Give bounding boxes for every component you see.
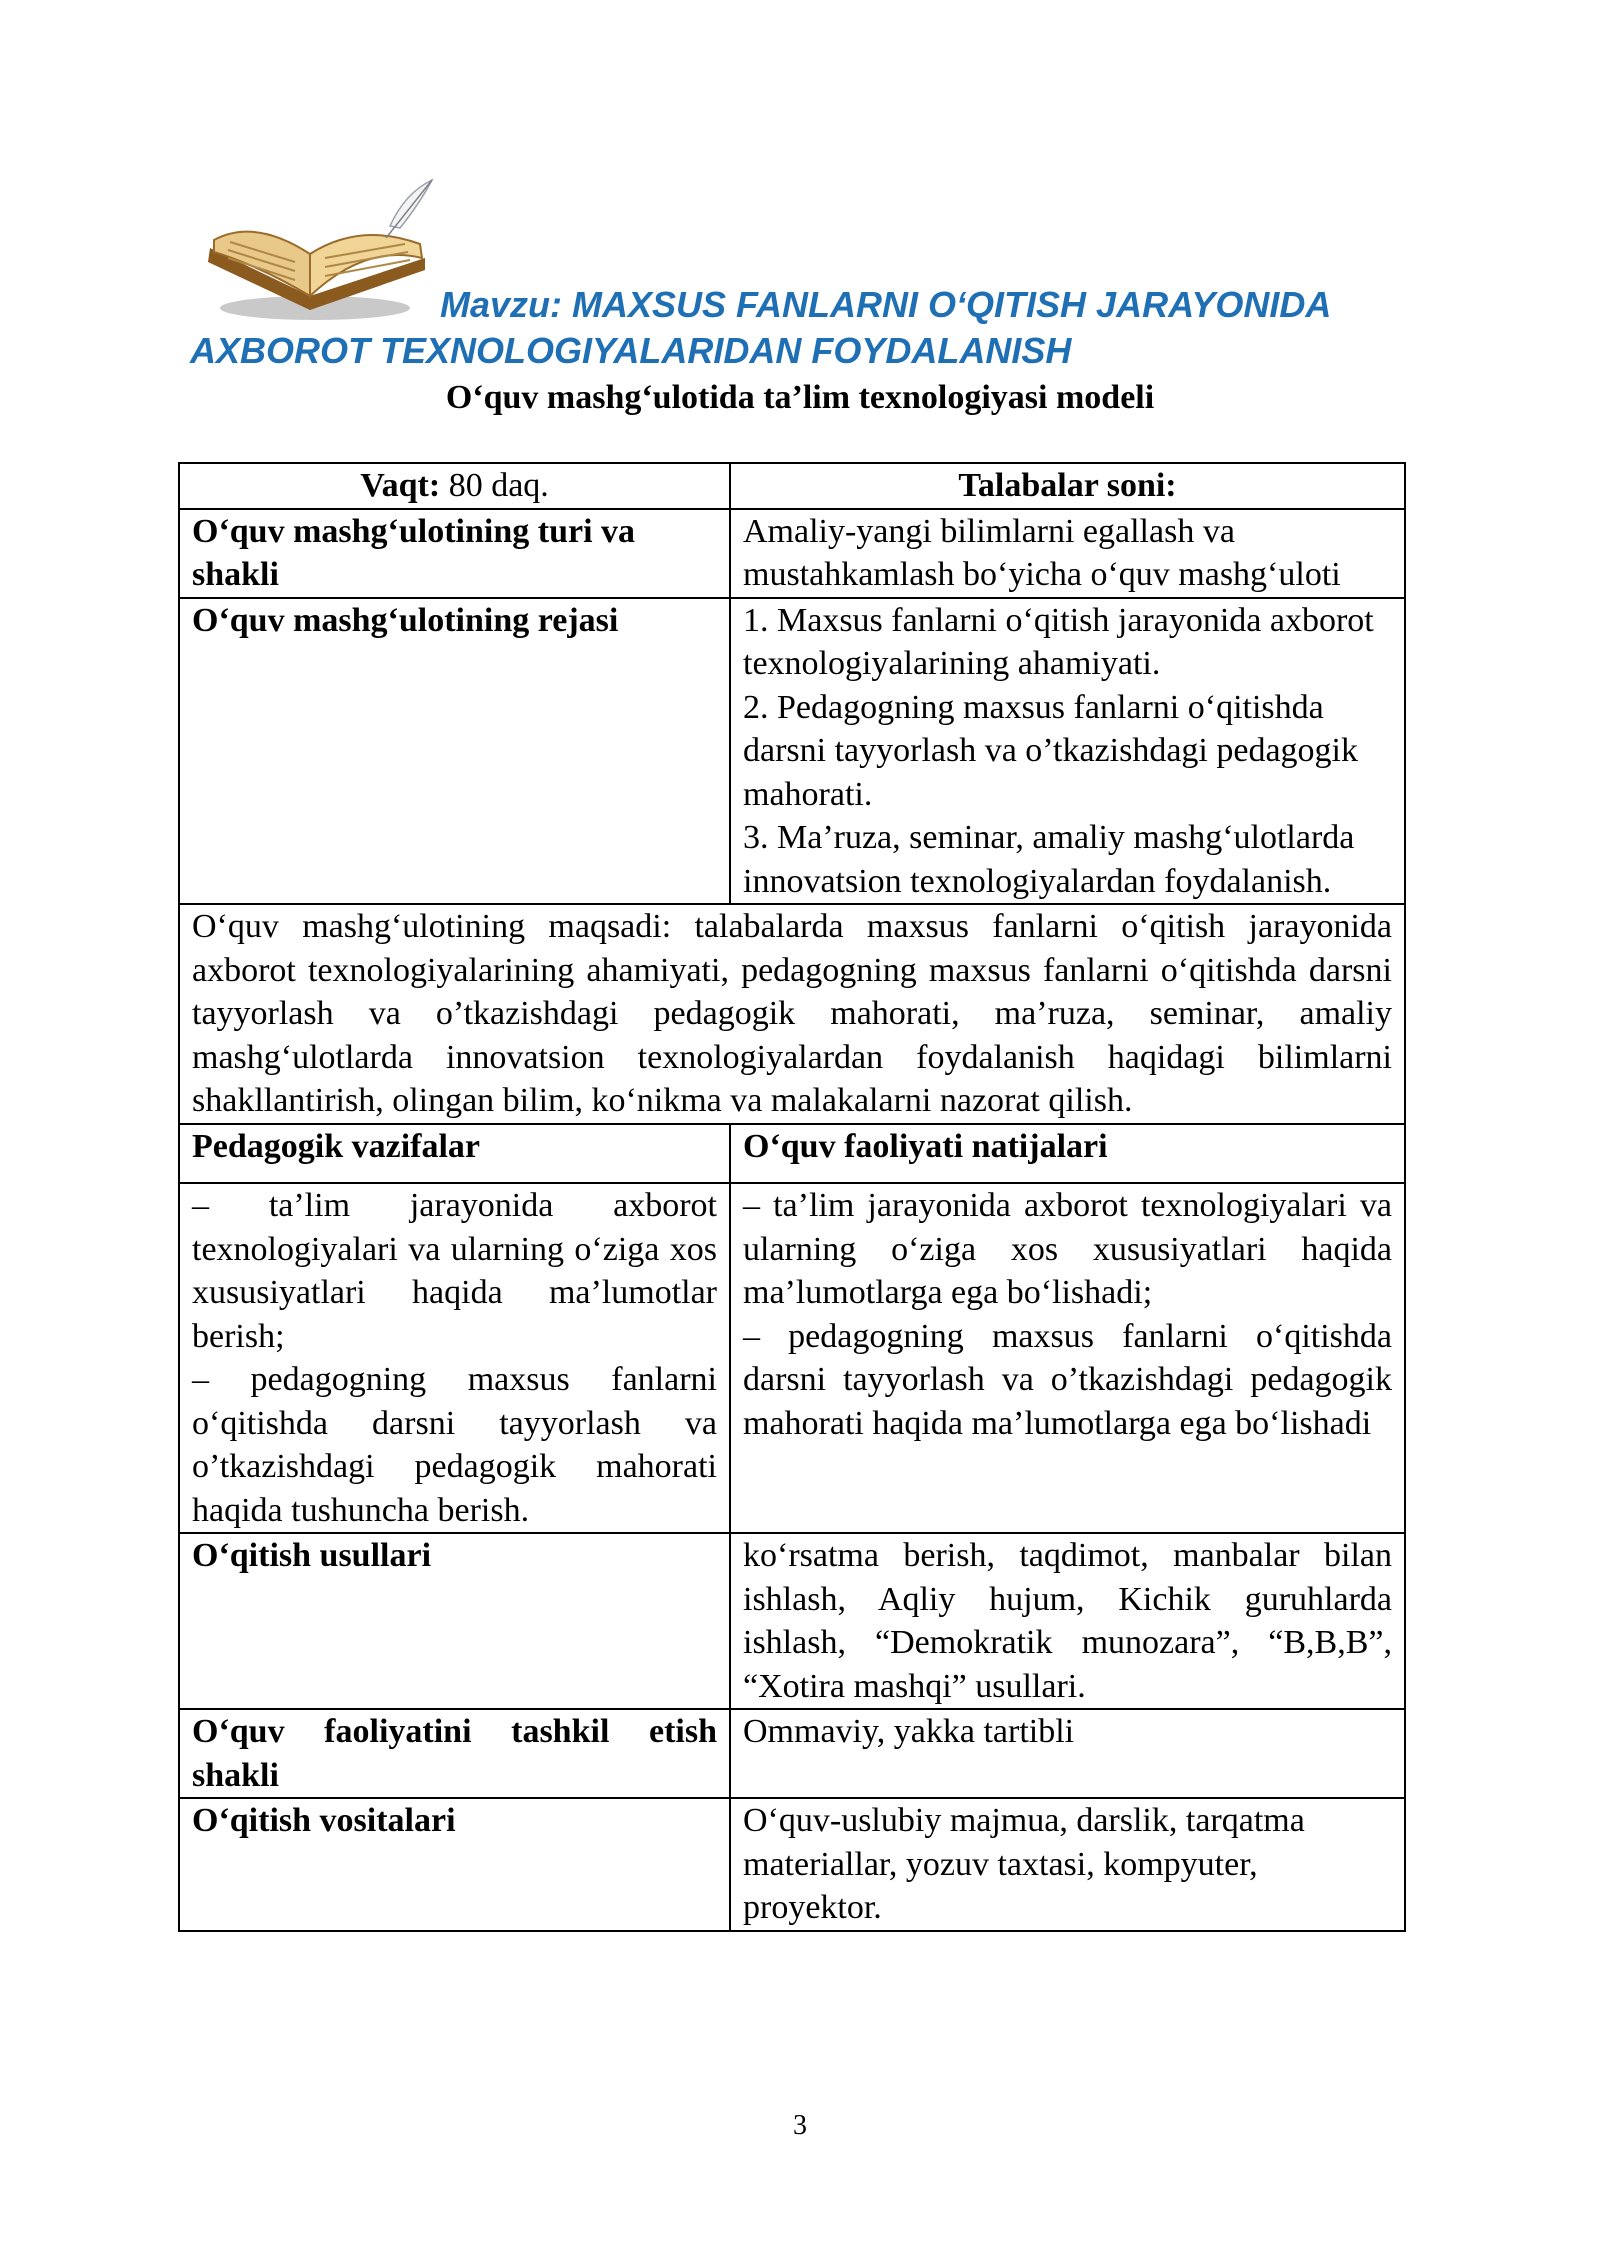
- topic-label: Mavzu:: [440, 284, 563, 325]
- time-cell: [179, 463, 730, 509]
- methods-label: O‘qitish usullari: [179, 1533, 730, 1709]
- table-row: [179, 1533, 1405, 1709]
- table-row: [179, 463, 1405, 509]
- topic-heading: [190, 282, 1420, 374]
- results-header: O‘quv faoliyati natijalari: [730, 1124, 1405, 1184]
- time-value: 80 daq.: [448, 467, 549, 504]
- plan-item: 2. Pedagogning maxsus fanlarni o‘qitishda darsni tayyorlash va o’tkazishdagi pedagogik mahorati.: [743, 688, 1358, 813]
- results-value: [730, 1183, 1405, 1533]
- task-item: – ta’lim jarayonida axborot texnologiyalari va ularning o‘ziga xos xususiyatlari haqida ma’lumotlar berish;: [192, 1187, 717, 1355]
- topic-title-line2: AXBOROT TEXNOLOGIYALARIDAN FOYDALANISH: [190, 330, 1072, 371]
- page-subtitle: O‘quv mashg‘ulotida ta’lim texnologiyasi modeli: [445, 379, 1155, 416]
- organization-form-label: O‘quv faoliyatini tashkil etish shakli: [179, 1709, 730, 1798]
- lesson-type-label: O‘quv mashg‘ulotining turi va shakli: [179, 509, 730, 598]
- task-item: – pedagogning maxsus fanlarni o‘qitishda darsni tayyorlash va o’tkazishdagi pedagogik mahorati haqida tushuncha berish.: [192, 1361, 717, 1529]
- table-row: [179, 1709, 1405, 1798]
- table-row: [179, 509, 1405, 598]
- organization-form-value: Ommaviy, yakka tartibli: [730, 1709, 1405, 1798]
- result-item: – pedagogning maxsus fanlarni o‘qitishda darsni tayyorlash va o’tkazishdagi pedagogik mahorati haqida ma’lumotlarga ega bo‘lishadi: [743, 1317, 1392, 1442]
- methods-value: ko‘rsatma berish, taqdimot, manbalar bilan ishlash, Aqliy hujum, Kichik guruhlarda ishlash, “Demokratik munozara”, “B,B,B”, “Xotira mashqi” usullari.: [730, 1533, 1405, 1709]
- table-row: [179, 1798, 1405, 1931]
- teaching-tools-value: O‘quv-uslubiy majmua, darslik, tarqatma materiallar, yozuv taxtasi, kompyuter, proyektor.: [730, 1798, 1405, 1931]
- lesson-plan-label: O‘quv mashg‘ulotining rejasi: [179, 598, 730, 905]
- table-row: [179, 1183, 1405, 1533]
- topic-title-line1: MAXSUS FANLARNI O‘QITISH JARAYONIDA: [572, 284, 1332, 325]
- plan-item: 1. Maxsus fanlarni o‘qitish jarayonida axborot texnologiyalarining ahamiyati.: [743, 601, 1374, 682]
- lesson-goal: O‘quv mashg‘ulotining maqsadi: talabalarda maxsus fanlarni o‘qitish jarayonida axborot texnologiyalarining ahamiyati, pedagogning maxsus fanlarni o‘qitishda darsni tayyorlash va o’tkazishdagi pedagogik mahorati, ma’ruza, seminar, amaliy mashg‘ulotlarda innovatsion texnologiyalardan foydalanish haqidagi bilimlarni shakllantirish, olingan bilim, ko‘nikma va malakalarni nazorat qilish.: [179, 904, 1405, 1124]
- table-row: [179, 904, 1405, 1124]
- table-row: [179, 598, 1405, 905]
- lesson-type-value: Amaliy-yangi bilimlarni egallash va mustahkamlash bo‘yicha o‘quv mashg‘uloti: [730, 509, 1405, 598]
- lesson-model-table: [178, 462, 1406, 1932]
- page-number: 3: [793, 2110, 807, 2141]
- lesson-plan-value: [730, 598, 1405, 905]
- time-label: Vaqt:: [360, 467, 441, 504]
- plan-item: 3. Ma’ruza, seminar, amaliy mashg‘ulotlarda innovatsion texnologiyalardan foydalanish.: [743, 819, 1355, 900]
- result-item: – ta’lim jarayonida axborot texnologiyalari va ularning o‘ziga xos xususiyatlari haqida ma’lumotlarga ega bo‘lishadi;: [743, 1187, 1392, 1311]
- students-count-cell: Talabalar soni:: [730, 463, 1405, 509]
- tasks-value: [179, 1183, 730, 1533]
- table-row: [179, 1124, 1405, 1184]
- teaching-tools-label: O‘qitish vositalari: [179, 1798, 730, 1931]
- tasks-header: Pedagogik vazifalar: [179, 1124, 730, 1184]
